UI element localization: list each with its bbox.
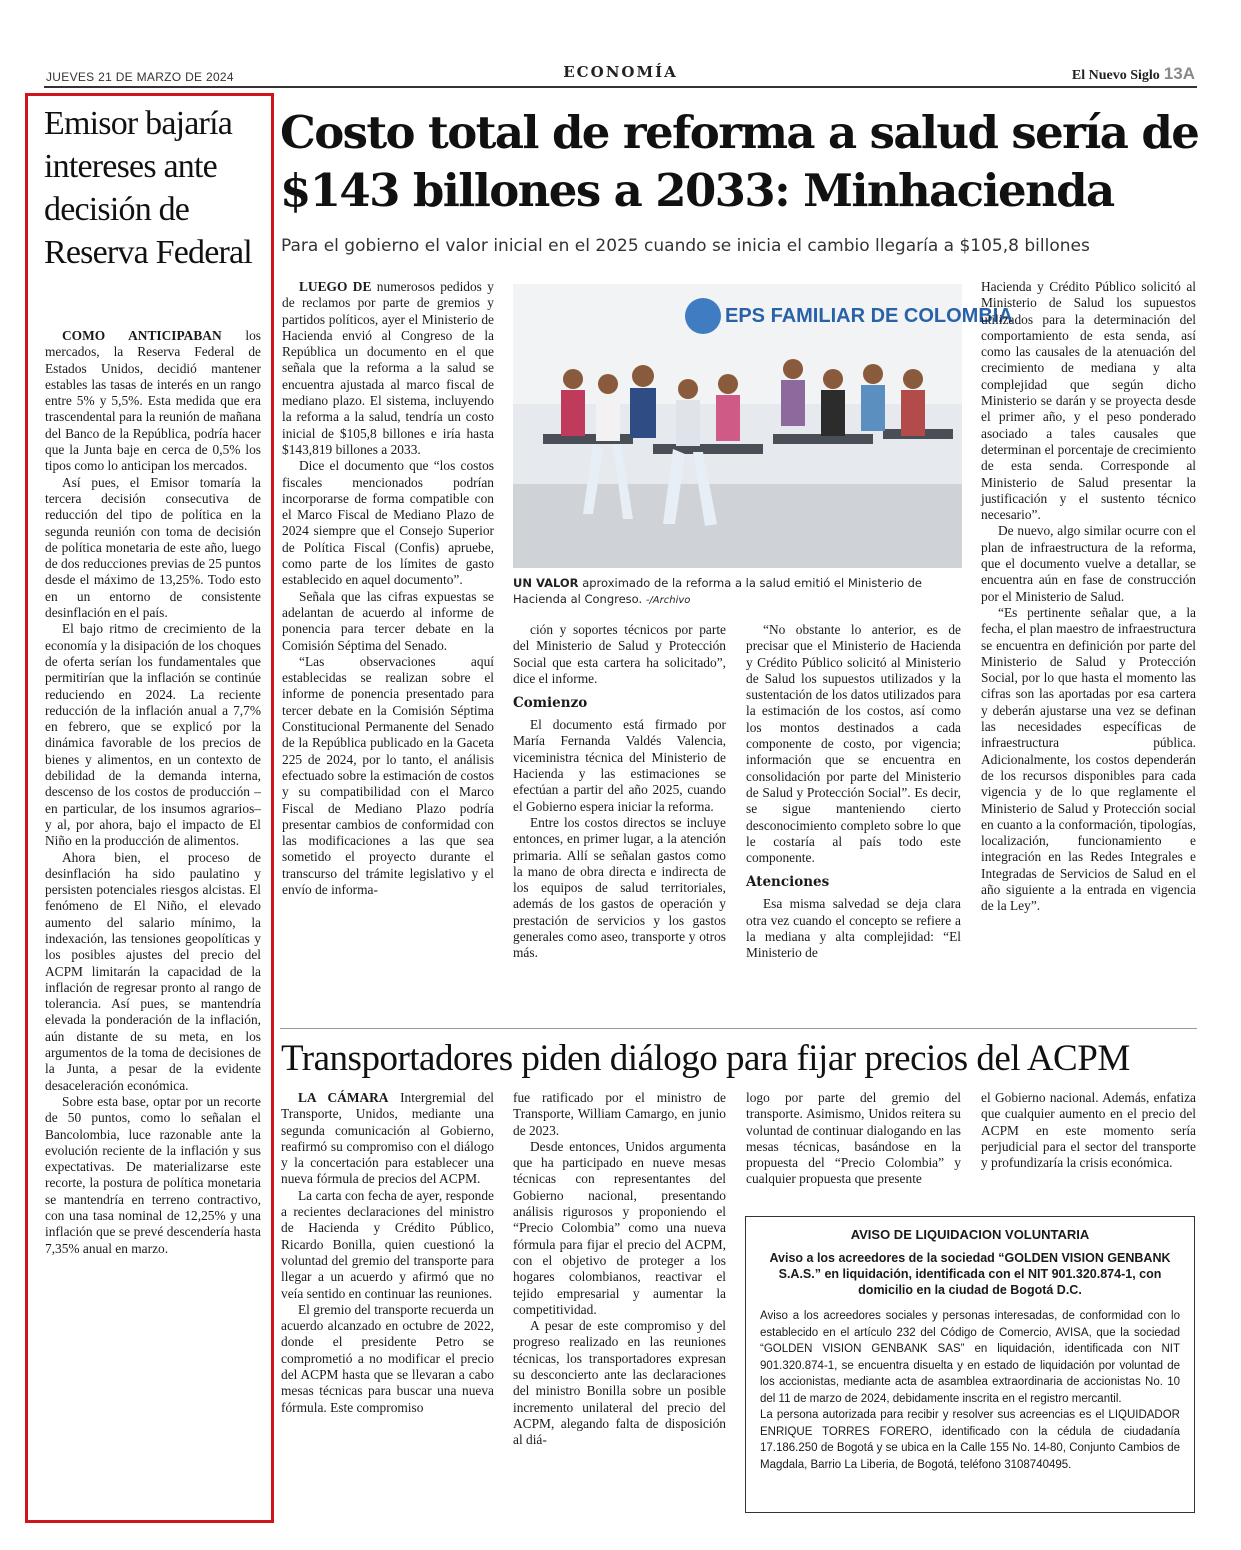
lead-words: COMO ANTICIPABAN — [62, 328, 222, 343]
article2-column-2 — [513, 1090, 726, 1449]
section-subhead: Comienzo — [513, 695, 588, 712]
article-paragraph: Esa misma salvedad se deja clara otra vez cuando el concepto se refiere a la mediana y alta complejidad: “El Ministerio de — [746, 896, 961, 961]
article-paragraph — [281, 1090, 494, 1188]
sidebar-paragraph: El bajo ritmo de crecimiento de la economía y la disipación de los choques de oferta serían los fundamentales que permitirían que la inflación se continúe reduciendo en 2024. La reciente reducción de la inflación anual a 7,7% en febrero, que se explicó por la dinámica favorable de los precios de bienes y alimentos, en un contexto de debilidad de la demanda interna, descenso de los costos de producción –en particular, de los insumos agrarios– y al, por ahora, bajo el impacto de El Niño en la producción de alimentos. — [45, 621, 261, 849]
article-column-2 — [513, 622, 726, 962]
waiting-room-illustration — [513, 284, 1013, 568]
section-divider — [280, 1028, 1197, 1029]
article-column-4 — [981, 279, 1196, 915]
photo-sign: EPS FAMILIAR DE COLOMBIA — [725, 305, 1013, 327]
article-paragraph: Hacienda y Crédito Público solicitó al Ministerio de Salud los supuestos utilizados para la determinación del comportamiento de esta senda, así como las causales de la atenuación del crecimiento de mediana y alta complejidad que según dicho Ministerio se darán y se proyecta desde el primer año, y el peso ponderado asociado a tales causales que determinan el porcentaje de crecimiento de esta senda. Corresponde al Ministerio de Salud presentar la justificación y el sustento técnico necesario”. — [981, 279, 1196, 523]
masthead-rule — [44, 86, 1197, 88]
sidebar-headline: Emisor bajaría intereses ante decisión de Reserva Federal — [44, 105, 252, 271]
article-paragraph: fue ratificado por el ministro de Transporte, William Camargo, en junio de 2023. — [513, 1090, 726, 1138]
issue-date: JUEVES 21 DE MARZO DE 2024 — [46, 70, 234, 84]
notice-body: Aviso a los acreedores sociales y personas interesadas, de conformidad con lo establecido en el artículo 232 del Código de Comercio, AVISA, que la sociedad “GOLDEN VISION GENBANK SAS” en liquidación, identificada con NIT 901.320.874-1, se encuentra disuelta y en estado de liquidación por voluntad de los accionistas, mediante acta de asamblea extraordinaria de accionistas No. 10 del 11 de marzo de 2024, debidamente inscrita en el registro mercantil. — [760, 1310, 1180, 1405]
article-column-3 — [746, 622, 961, 962]
article2-column-3 — [746, 1090, 961, 1188]
article-column-1 — [282, 279, 494, 898]
sidebar-paragraph — [45, 328, 261, 475]
article-paragraph: De nuevo, algo similar ocurre con el plan de infraestructura de la reforma, que el documento vuelve a detallar, se encuentra aún en fase de construcción por el Ministerio de Salud. — [981, 523, 1196, 604]
caption-credit: -/Archivo — [645, 595, 691, 606]
second-headline: Transportadores piden diálogo para fijar precios del ACPM — [281, 1038, 1130, 1079]
article-paragraph: A pesar de este compromiso y del progreso realizado en las reuniones técnicas, los transportadores expresan su desconcierto ante las declaraciones del ministro Bonilla sobre un posible incremento unilateral del precio del ACPM, alegando falta de disposición al diá- — [513, 1318, 726, 1448]
sidebar-paragraph: Ahora bien, el proceso de desinflación ha sido paulatino y persisten potenciales riesgos alcistas. El fenómeno de El Niño, el elevado aumento del salario mínimo, la indexación, las tensiones geopolíticas y los posibles ajustes del precio del ACPM limitarán la capacidad de la inflación de regresar pronto al rango de tolerancia. Así pues, se mantendría elevada la ponderación de la inflación, aún distante de su meta, en los argumentos de la toma de decisiones de la Junta, a pesar de la evidente desaceleración económica. — [45, 849, 261, 1093]
article-paragraph: “Las observaciones aquí establecidas se realizan sobre el informe de ponencia presentado para tercer debate en la Comisión Séptima Constitucional Permanente del Senado de la República publicado en la Gaceta 225 de 2024, por lo tanto, el análisis efectuado sobre la estimación de costos y su compatibilidad con el Marco Fiscal de Mediano Plazo podría presentar cambios de conformidad con las modificaciones a las que sea sometido el proyecto durante el transcurso del trámite legislativo y el envío de informa- — [282, 653, 494, 897]
liquidation-notice — [745, 1216, 1195, 1513]
article-paragraph — [282, 279, 494, 458]
sidebar-body — [45, 328, 261, 1257]
paper-name-and-page — [1072, 64, 1195, 84]
paragraph-text: los mercados, la Reserva Federal de Estados Unidos, decidió mantener estables las tasas de interés en un rango entre 5% y 5,5%. Esta medida que era trascendental para la reunión de mañana del Banco de la República, podría hacer que la Junta baje en cerca de 0,5% los tipos como lo anticipan los mercados. — [45, 328, 261, 474]
article-paragraph: Desde entonces, Unidos argumenta que ha participado en nueve mesas técnicas con representantes del Gobierno nacional, presentando análisis rigurosos y proponiendo el “Precio Colombia” como una nueva fórmula para fijar el precio del ACPM, con el objetivo de proteger a los hogares colombianos, reactivar el tejido empresarial y aumentar la competitividad. — [513, 1138, 726, 1317]
notice-body: La persona autorizada para recibir y resolver sus acreencias es el LIQUIDADOR ENRIQUE TORRES FORERO, identificado con la cédula de ciudadanía 17.186.250 de Bogotá y se ubica en la Calle 155 No. 14-80, Conjunto Cambios de Magdala, Barrio La Liberia, de Bogotá, teléfono 3108740495. — [760, 1409, 1180, 1471]
section-subhead: Atenciones — [746, 874, 830, 891]
paragraph-text: numerosos pedidos y de reclamos por parte de gremios y partidos políticos, ayer el Ministerio de Hacienda envió al Congreso de la República un documento en el que señala que la reforma a la salud se encuentra ajustada al marco fiscal de mediano plazo. El sistema, incluyendo la reforma a la salud, tendría un costo inicial de $105,8 billones e iría hasta $143,819 billones a 2033. — [282, 279, 494, 457]
article-paragraph: Señala que las cifras expuestas se adelantan de acuerdo al informe de ponencia para tercer debate en la Comisión Séptima del Senado. — [282, 588, 494, 653]
article-paragraph: “No obstante lo anterior, es de precisar que el Ministerio de Hacienda y Crédito Público solicitó al Ministerio de Salud los supuestos utilizados y la sustentación de los datos utilizados para la estimación de los costos, así como los montos destinados a cada componente de costo, por vigencia; información que se encuentra en consolidación por parte del Ministerio de Salud y Protección Social”. Es decir, se sigue manteniendo cierto desconocimiento completo sobre lo que le costaría al país todo este componente. — [746, 622, 961, 866]
caption-lead: UN VALOR — [513, 576, 579, 590]
section-name: ECONOMÍA — [563, 63, 678, 81]
article-paragraph: El documento está firmado por María Fernanda Valdés Valencia, viceministra técnica del Ministerio de Hacienda y las estimaciones se efectúan a partir del año 2025, cuando el Gobierno espera iniciar la reforma. — [513, 717, 726, 814]
lead-words: LA CÁMARA — [298, 1090, 389, 1105]
caption-text: aproximado de la reforma a la salud emitió el Ministerio de Hacienda al Congreso. — [513, 576, 922, 606]
article-paragraph: el Gobierno nacional. Además, enfatiza que cualquier aumento en el precio del ACPM en este momento sería perjudicial para el sector del transporte y profundizaría la crisis económica. — [981, 1090, 1196, 1171]
article-paragraph: ción y soportes técnicos por parte del Ministerio de Salud y Protección Social que esta cartera ha solicitado”, dice el informe. — [513, 622, 726, 686]
article-paragraph: “Es pertinente señalar que, a la fecha, el plan maestro de infraestructura se encuentra en definición por parte del Ministerio de Salud y Protección Social, por lo que hasta el momento las cifras son las aportadas por esa cartera y deberán ajustarse una vez se definan las necesidades específicas de infraestructura pública. Adicionalmente, los costos dependerán de los recursos disponibles para cada vigencia y de lo que reglamente el Ministerio de Salud y Protección social en cuanto a la conformación, tipologías, localización, funcionamiento e integración en las Redes Integrales e Integradas de Servicios de Salud en el año siguiente a la entrada en vigencia de la Ley”. — [981, 604, 1196, 914]
notice-title: AVISO DE LIQUIDACION VOLUNTARIA — [850, 1227, 1090, 1242]
page-number: 13A — [1163, 64, 1195, 83]
article2-column-1 — [281, 1090, 494, 1416]
article-paragraph: Dice el documento que “los costos fiscales mencionados podrían incorporarse de forma compatible con el Marco Fiscal de Mediano Plazo de 2024 siempre que el Consejo Superior de Política Fiscal (Confis) apruebe, como parte de los límites de gasto establecido en aquel documento”. — [282, 458, 494, 588]
article-paragraph: logo por parte del gremio del transporte. Asimismo, Unidos reitera su voluntad de continuar dialogando en las mesas técnicas, basándose en la propuesta del “Precio Colombia” y cualquier propuesta que presente — [746, 1090, 961, 1187]
notice-heading: Aviso a los acreedores de la sociedad “GOLDEN VISION GENBANK S.A.S.” en liquidación, identificada con el NIT 901.320.874-1, con domicilio en la ciudad de Bogotá D.C. — [769, 1251, 1171, 1297]
main-subheadline: Para el gobierno el valor inicial en el 2025 cuando se inicia el cambio llegaría a $105,8 billones — [281, 236, 1090, 256]
sidebar-paragraph: Así pues, el Emisor tomaría la tercera decisión consecutiva de reducción del tipo de política en la segunda reunión con toma de decisión de política monetaria de este año, luego de dos reducciones previas de 25 puntos desde el máximo de 13,25%. Todo esto en un entorno de consistente desinflación en el país. — [45, 474, 261, 621]
main-headline: Costo total de reforma a salud sería de $143 billones a 2033: Minhacienda — [280, 106, 1199, 217]
article2-column-4 — [981, 1090, 1196, 1171]
paper-name: El Nuevo Siglo — [1071, 68, 1160, 83]
paragraph-text: Intergremial del Transporte, Unidos, mediante una segunda comunicación al Gobierno, reafirmó su compromiso con el diálogo y la concertación para establecer una nueva fórmula de precios del ACPM. — [281, 1090, 494, 1187]
sidebar-paragraph: Sobre esta base, optar por un recorte de 50 puntos, como lo señalan el Bancolombia, luce razonable ante la evolución reciente de la inflación y sus expectativas. De materializarse este recorte, la postura de política monetaria se mantendría en terreno contractivo, con una tasa nominal de 12,25% y una inflación que se prevé descendería hasta 7,35% anual en marzo. — [45, 1093, 261, 1256]
lead-words: LUEGO DE — [299, 279, 372, 294]
article-paragraph: La carta con fecha de ayer, responde a recientes declaraciones del ministro de Hacienda y Crédito Público, Ricardo Bonilla, quien cuestionó la voluntad del gremio del transporte para llegar a un acuerdo y afirmó que no veía sentido en continuar las reuniones. — [281, 1187, 494, 1301]
photo-caption — [513, 575, 963, 609]
article-photo — [513, 284, 1013, 568]
article-paragraph: El gremio del transporte recuerda un acuerdo alcanzado en octubre de 2022, donde el presidente Petro se comprometió a no modificar el precio del ACPM hasta que se llevaran a cabo mesas técnicas para buscar una nueva fórmula. Este compromiso — [281, 1301, 494, 1415]
article-paragraph: Entre los costos directos se incluye entonces, en primer lugar, a la atención primaria. Allí se señalan gastos como la mano de obra directa e indirecta de los equipos de salud territoriales, además de los gastos de operación y prestación de servicios y los gastos generales como aseo, transporte y otros más. — [513, 814, 726, 961]
